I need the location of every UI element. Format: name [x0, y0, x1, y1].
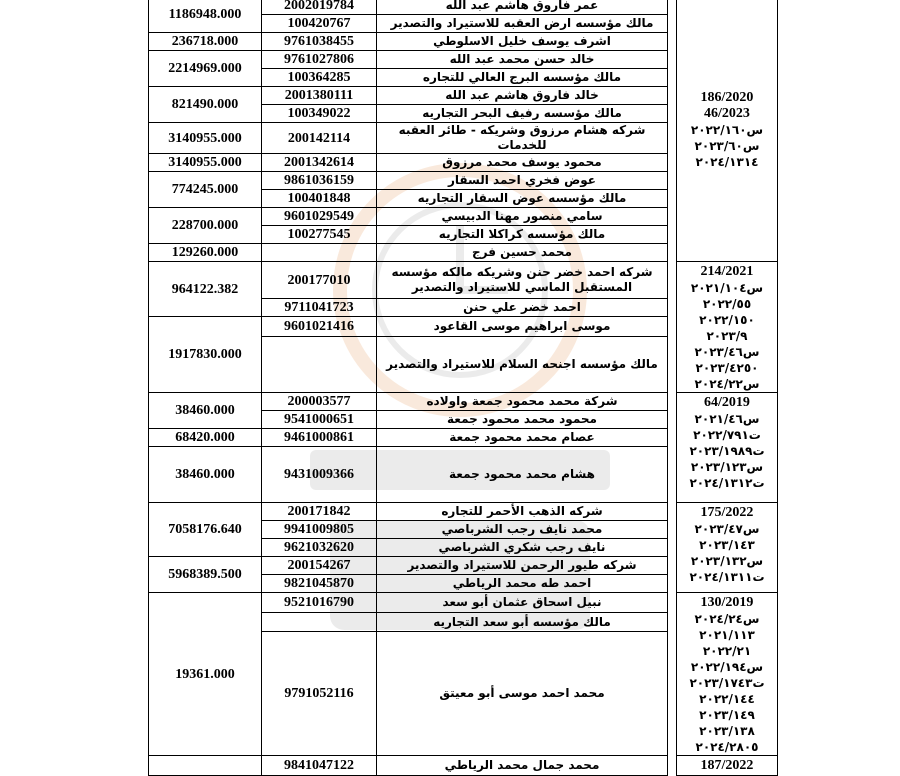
id-number-cell: 200154267 [262, 557, 377, 575]
case-number: ت٢٠٢٤/١٣١١ [689, 570, 765, 584]
case-number: ت٢٠٢٤/١٣١٢ [689, 476, 765, 490]
name-cell: نايف رجب شكري الشرباصي [377, 539, 668, 557]
amount-cell: 228700.000 [149, 208, 262, 244]
case-number: 130/2019 [700, 595, 754, 610]
column-gap [668, 503, 677, 593]
case-number: س٢٠٢٣/١٣٢ [690, 554, 764, 568]
column-gap [668, 593, 677, 756]
name-cell: محمود يوسف محمد مرزوق [377, 154, 668, 172]
case-number: س٢٠٢٣/١٢٣ [690, 460, 764, 474]
id-number-cell: 200177010 [262, 262, 377, 299]
case-number: س٢٠٢٣/٦٠ [694, 139, 760, 153]
id-number-cell [262, 244, 377, 262]
debtors-table [148, 0, 778, 776]
column-gap [668, 0, 677, 262]
case-number: ٢٠٢٣/٤٢٥٠ [695, 361, 759, 375]
case-numbers-cell [677, 262, 778, 393]
id-number-cell: 200171842 [262, 503, 377, 521]
id-number-cell: 9431009366 [262, 447, 377, 503]
id-number-cell: 9941009805 [262, 521, 377, 539]
name-cell: محمد حسين فرج [377, 244, 668, 262]
case-number: ت٢٠٢٣/١٩٨٩ [689, 444, 765, 458]
table-row [149, 503, 778, 521]
case-number: 175/2022 [700, 505, 754, 520]
case-number: ٢٠٢٣/١٤٣ [699, 538, 755, 552]
name-cell: مالك مؤسسه البرج العالي للتجاره [377, 69, 668, 87]
id-number-cell: 100420767 [262, 15, 377, 33]
id-number-cell: 2001342614 [262, 154, 377, 172]
name-cell: محمد نايف رجب الشرباصي [377, 521, 668, 539]
column-gap [668, 756, 677, 776]
table-row [149, 0, 778, 15]
case-number: ٢٠٢٢/١٥٠ [699, 313, 755, 327]
id-number-cell: 9861036159 [262, 172, 377, 190]
amount-cell: 236718.000 [149, 33, 262, 51]
name-cell: احمد طه محمد الرياطي [377, 575, 668, 593]
case-number: س٢٠٢٢/١٦٠ [690, 123, 764, 137]
table-row [149, 262, 778, 299]
case-number: ت٢٠٢٣/١٧٤٣ [689, 676, 765, 690]
id-number-cell: 100349022 [262, 105, 377, 123]
case-number: ٢٠٢٢/١٤٤ [699, 692, 755, 706]
amount-cell: 68420.000 [149, 429, 262, 447]
name-cell: مالك مؤسسه عوض السقار التجاريه [377, 190, 668, 208]
id-number-cell: 200142114 [262, 123, 377, 154]
case-number: س٢٠٢٤/٢٤ [694, 612, 760, 626]
name-cell: محمد احمد موسى أبو معيتق [377, 632, 668, 756]
case-number: ٢٠٢٤/٢٨٠٥ [695, 740, 759, 754]
name-cell: موسى ابراهيم موسى القاعود [377, 317, 668, 337]
name-cell: عوض فخري احمد السقار [377, 172, 668, 190]
name-cell: مالك مؤسسه كراكلا التجاريه [377, 226, 668, 244]
name-cell: احمد خضر علي حنن [377, 299, 668, 317]
amount-cell [149, 756, 262, 776]
amount-cell: 821490.000 [149, 87, 262, 123]
name-cell: شركة محمد محمود جمعة واولاده [377, 393, 668, 411]
name-cell: اشرف يوسف خليل الاسلوطي [377, 33, 668, 51]
case-numbers-cell [677, 503, 778, 593]
id-number-cell [262, 337, 377, 393]
case-number: س٢٠٢١/١٠٤ [690, 281, 764, 295]
amount-cell: 964122.382 [149, 262, 262, 317]
name-cell: سامي منصور مهنا الدبيسي [377, 208, 668, 226]
case-number: س٢٠٢٣/٤٧ [694, 522, 760, 536]
case-number: س٢٠٢٣/٤٦ [694, 345, 760, 359]
column-gap [668, 393, 677, 503]
name-cell: مالك مؤسسه رفيف البحر التجاريه [377, 105, 668, 123]
case-number: 64/2019 [704, 395, 750, 410]
id-number-cell: 9761027806 [262, 51, 377, 69]
case-number: 187/2022 [700, 758, 754, 773]
case-number: ٢٠٢٤/١٣١٤ [695, 155, 759, 169]
name-cell: هشام محمد محمود جمعة [377, 447, 668, 503]
amount-cell: 129260.000 [149, 244, 262, 262]
table-row [149, 593, 778, 613]
name-cell: عصام محمد محمود جمعة [377, 429, 668, 447]
id-number-cell: 9761038455 [262, 33, 377, 51]
name-cell: شركه احمد خضر حنن وشريكه مالكه مؤسسه المستقبل الماسي للاستيراد والتصدير [377, 262, 668, 299]
table-row [149, 756, 778, 776]
name-cell: خالد حسن محمد عبد الله [377, 51, 668, 69]
name-cell: محمود محمد محمود جمعة [377, 411, 668, 429]
id-number-cell: 100364285 [262, 69, 377, 87]
id-number-cell: 100277545 [262, 226, 377, 244]
amount-cell: 19361.000 [149, 593, 262, 756]
amount-cell: 38460.000 [149, 447, 262, 503]
amount-cell: 774245.000 [149, 172, 262, 208]
amount-cell: 3140955.000 [149, 154, 262, 172]
amount-cell: 2214969.000 [149, 51, 262, 87]
case-numbers-cell [677, 393, 778, 503]
case-number: س٢٠٢٤/٢٢ [694, 377, 760, 391]
id-number-cell: 9711041723 [262, 299, 377, 317]
id-number-cell: 9791052116 [262, 632, 377, 756]
id-number-cell: 2001380111 [262, 87, 377, 105]
id-number-cell: 9841047122 [262, 756, 377, 776]
amount-cell: 5968389.500 [149, 557, 262, 593]
case-number: ٢٠٢٢/٢١ [702, 644, 752, 658]
name-cell: خالد فاروق هاشم عبد الله [377, 87, 668, 105]
case-numbers-cell [677, 0, 778, 262]
id-number-cell: 9461000861 [262, 429, 377, 447]
case-number: 46/2023 [704, 106, 750, 121]
id-number-cell: 9601021416 [262, 317, 377, 337]
name-cell: شركه هشام مرزوق وشريكه - طائر العقبه للخدمات [377, 123, 668, 154]
amount-cell: 38460.000 [149, 393, 262, 429]
case-number: ٢٠٢٢/٥٥ [702, 297, 752, 311]
case-number: 186/2020 [700, 90, 754, 105]
amount-cell: 3140955.000 [149, 123, 262, 154]
case-number: ٢٠٢٣/٩ [706, 329, 748, 343]
name-cell: مالك مؤسسه اجنحه السلام للاستيراد والتصدير [377, 337, 668, 393]
name-cell: محمد جمال محمد الرياطي [377, 756, 668, 776]
id-number-cell: 9601029549 [262, 208, 377, 226]
name-cell: مالك مؤسسه أبو سعد التجاريه [377, 612, 668, 632]
case-number: س٢٠٢١/٤٦ [694, 412, 760, 426]
id-number-cell [262, 612, 377, 632]
table-row [149, 393, 778, 411]
name-cell: نبيل اسحاق عثمان أبو سعد [377, 593, 668, 613]
case-number: ٢٠٢٣/١٣٨ [699, 724, 755, 738]
id-number-cell: 2002019784 [262, 0, 377, 15]
case-number: س٢٠٢٢/١٩٤ [690, 660, 764, 674]
name-cell: عمر فاروق هاشم عبد الله [377, 0, 668, 15]
id-number-cell: 9521016790 [262, 593, 377, 613]
case-number: ٢٠٢١/١١٣ [699, 628, 755, 642]
name-cell: شركه الذهب الأحمر للتجاره [377, 503, 668, 521]
id-number-cell: 9821045870 [262, 575, 377, 593]
id-number-cell: 9541000651 [262, 411, 377, 429]
column-gap [668, 262, 677, 393]
name-cell: شركه طيور الرحمن للاستيراد والتصدير [377, 557, 668, 575]
amount-cell: 1917830.000 [149, 317, 262, 393]
id-number-cell: 9621032620 [262, 539, 377, 557]
amount-cell: 1186948.000 [149, 0, 262, 33]
case-number: 214/2021 [700, 264, 754, 279]
id-number-cell: 100401848 [262, 190, 377, 208]
name-cell: مالك مؤسسه ارض العقبه للاستيراد والتصدير [377, 15, 668, 33]
id-number-cell: 200003577 [262, 393, 377, 411]
case-numbers-cell [677, 593, 778, 756]
amount-cell: 7058176.640 [149, 503, 262, 557]
case-number: ت٢٠٢٢/٧٩١ [693, 428, 761, 442]
case-numbers-cell [677, 756, 778, 776]
case-number: ٢٠٢٣/١٤٩ [699, 708, 755, 722]
